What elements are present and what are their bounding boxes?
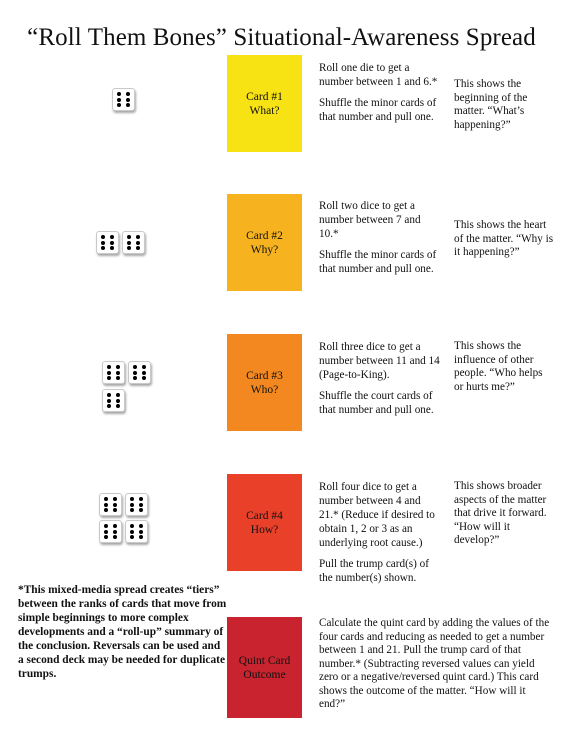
die-pip <box>136 241 140 245</box>
die-pip <box>107 404 111 408</box>
die-pip <box>107 365 111 369</box>
die-pip <box>117 103 121 107</box>
card-3-description: This shows the influence of other people. “Who helps or hurts me?” <box>454 340 543 393</box>
card-4-label: Card #4 <box>246 509 283 522</box>
two-dice-icon <box>96 231 156 261</box>
card-3-roll-text: Roll three dice to get a number between 11 and 14 (Page-to-King). <box>319 341 440 381</box>
die-pip <box>130 535 134 539</box>
die-pip <box>107 393 111 397</box>
card-4 <box>227 474 302 571</box>
die-pip <box>116 393 120 397</box>
one-die-icon <box>112 88 142 118</box>
card-4-instructions <box>319 480 441 592</box>
die-pip <box>139 535 143 539</box>
die-face <box>99 520 122 543</box>
card-2-description: This shows the heart of the matter. “Why is it happening?” <box>454 219 554 258</box>
die-pip <box>104 497 108 501</box>
die-pip <box>116 371 120 375</box>
die-face <box>125 493 148 516</box>
die-pip <box>110 235 114 239</box>
die-pip <box>117 98 121 102</box>
three-dice-icon <box>102 361 158 417</box>
die-pip <box>130 508 134 512</box>
die-pip <box>107 399 111 403</box>
card-2-question: Why? <box>250 243 279 256</box>
die-face <box>122 231 145 254</box>
card-2-label: Card #2 <box>246 229 283 242</box>
die-face <box>102 361 125 384</box>
die-pip <box>113 535 117 539</box>
die-pip <box>130 524 134 528</box>
die-pip <box>136 246 140 250</box>
die-pip <box>116 376 120 380</box>
die-pip <box>101 246 105 250</box>
die-pip <box>130 530 134 534</box>
die-pip <box>133 376 137 380</box>
die-face <box>96 231 119 254</box>
die-pip <box>139 503 143 507</box>
die-pip <box>113 530 117 534</box>
die-pip <box>101 235 105 239</box>
die-pip <box>116 399 120 403</box>
die-pip <box>113 524 117 528</box>
die-pip <box>110 246 114 250</box>
die-pip <box>139 530 143 534</box>
card-4-question: How? <box>250 523 279 536</box>
die-pip <box>110 241 114 245</box>
die-pip <box>139 524 143 528</box>
die-pip <box>130 497 134 501</box>
die-pip <box>127 235 131 239</box>
die-pip <box>104 535 108 539</box>
card-1 <box>227 55 302 152</box>
page-title: “Roll Them Bones” Situational-Awareness Spread <box>27 24 536 51</box>
die-pip <box>113 497 117 501</box>
footnote: *This mixed-media spread creates “tiers” between the ranks of cards that move from simple beginnings to more complex developments and a “roll-up” summary of the conclusion. Reversals can be used and a second deck may be needed for duplicate trumps. <box>18 584 227 680</box>
die-pip <box>142 371 146 375</box>
card-2 <box>227 194 302 291</box>
card-3 <box>227 334 302 431</box>
die-pip <box>107 376 111 380</box>
die-pip <box>116 404 120 408</box>
die-pip <box>133 371 137 375</box>
die-pip <box>127 246 131 250</box>
card-3-question: Who? <box>250 383 279 396</box>
card-4-pull-text: Pull the trump card(s) of the number(s) shown. <box>319 558 429 584</box>
die-pip <box>104 503 108 507</box>
die-face <box>112 88 135 111</box>
die-pip <box>101 241 105 245</box>
card-1-label: Card #1 <box>246 90 283 103</box>
die-pip <box>116 365 120 369</box>
die-pip <box>127 241 131 245</box>
card-2-roll-text: Roll two dice to get a number between 7 and 10.* <box>319 200 421 240</box>
card-1-roll-text: Roll one die to get a number between 1 and 6.* <box>319 62 438 88</box>
quint-card-label: Quint Card <box>238 654 291 667</box>
die-pip <box>104 530 108 534</box>
card-3-shuffle-text: Shuffle the court cards of that number and pull one. <box>319 390 434 416</box>
die-pip <box>133 365 137 369</box>
die-pip <box>126 98 130 102</box>
die-face <box>125 520 148 543</box>
die-face <box>99 493 122 516</box>
quint-instructions: Calculate the quint card by adding the values of the four cards and reducing as needed to get a number between 1 and 21. Pull the trump card of that number.* (Subtracting reversed values can yield zero or a negative/reversed quint card.) This card shows the outcome of the matter. “How will it end?” <box>319 617 550 710</box>
die-pip <box>117 92 121 96</box>
card-3-instructions <box>319 340 441 424</box>
card-1-question: What? <box>249 104 280 117</box>
card-4-description: This shows broader aspects of the matter that drive it forward. “How will it develop?” <box>454 480 547 546</box>
card-1-description: This shows the beginning of the matter. “What’s happening?” <box>454 78 528 131</box>
die-pip <box>139 508 143 512</box>
card-1-shuffle-text: Shuffle the minor cards of that number and pull one. <box>319 97 437 123</box>
die-pip <box>113 508 117 512</box>
quint-card <box>227 617 302 718</box>
die-pip <box>142 365 146 369</box>
die-face <box>128 361 151 384</box>
card-2-instructions <box>319 199 441 283</box>
die-pip <box>126 92 130 96</box>
die-pip <box>136 235 140 239</box>
die-face <box>102 389 125 412</box>
card-3-label: Card #3 <box>246 369 283 382</box>
die-pip <box>126 103 130 107</box>
die-pip <box>113 503 117 507</box>
card-1-instructions <box>319 61 441 131</box>
die-pip <box>142 376 146 380</box>
four-dice-icon <box>99 493 155 549</box>
die-pip <box>130 503 134 507</box>
die-pip <box>104 508 108 512</box>
quint-card-question: Outcome <box>243 668 286 681</box>
die-pip <box>104 524 108 528</box>
die-pip <box>107 371 111 375</box>
card-4-roll-text: Roll four dice to get a number between 4 and 21.* (Reduce if desired to obtain 1, 2 or 3 as an underlying root cause.) <box>319 481 435 549</box>
die-pip <box>139 497 143 501</box>
card-2-shuffle-text: Shuffle the minor cards of that number and pull one. <box>319 249 437 275</box>
